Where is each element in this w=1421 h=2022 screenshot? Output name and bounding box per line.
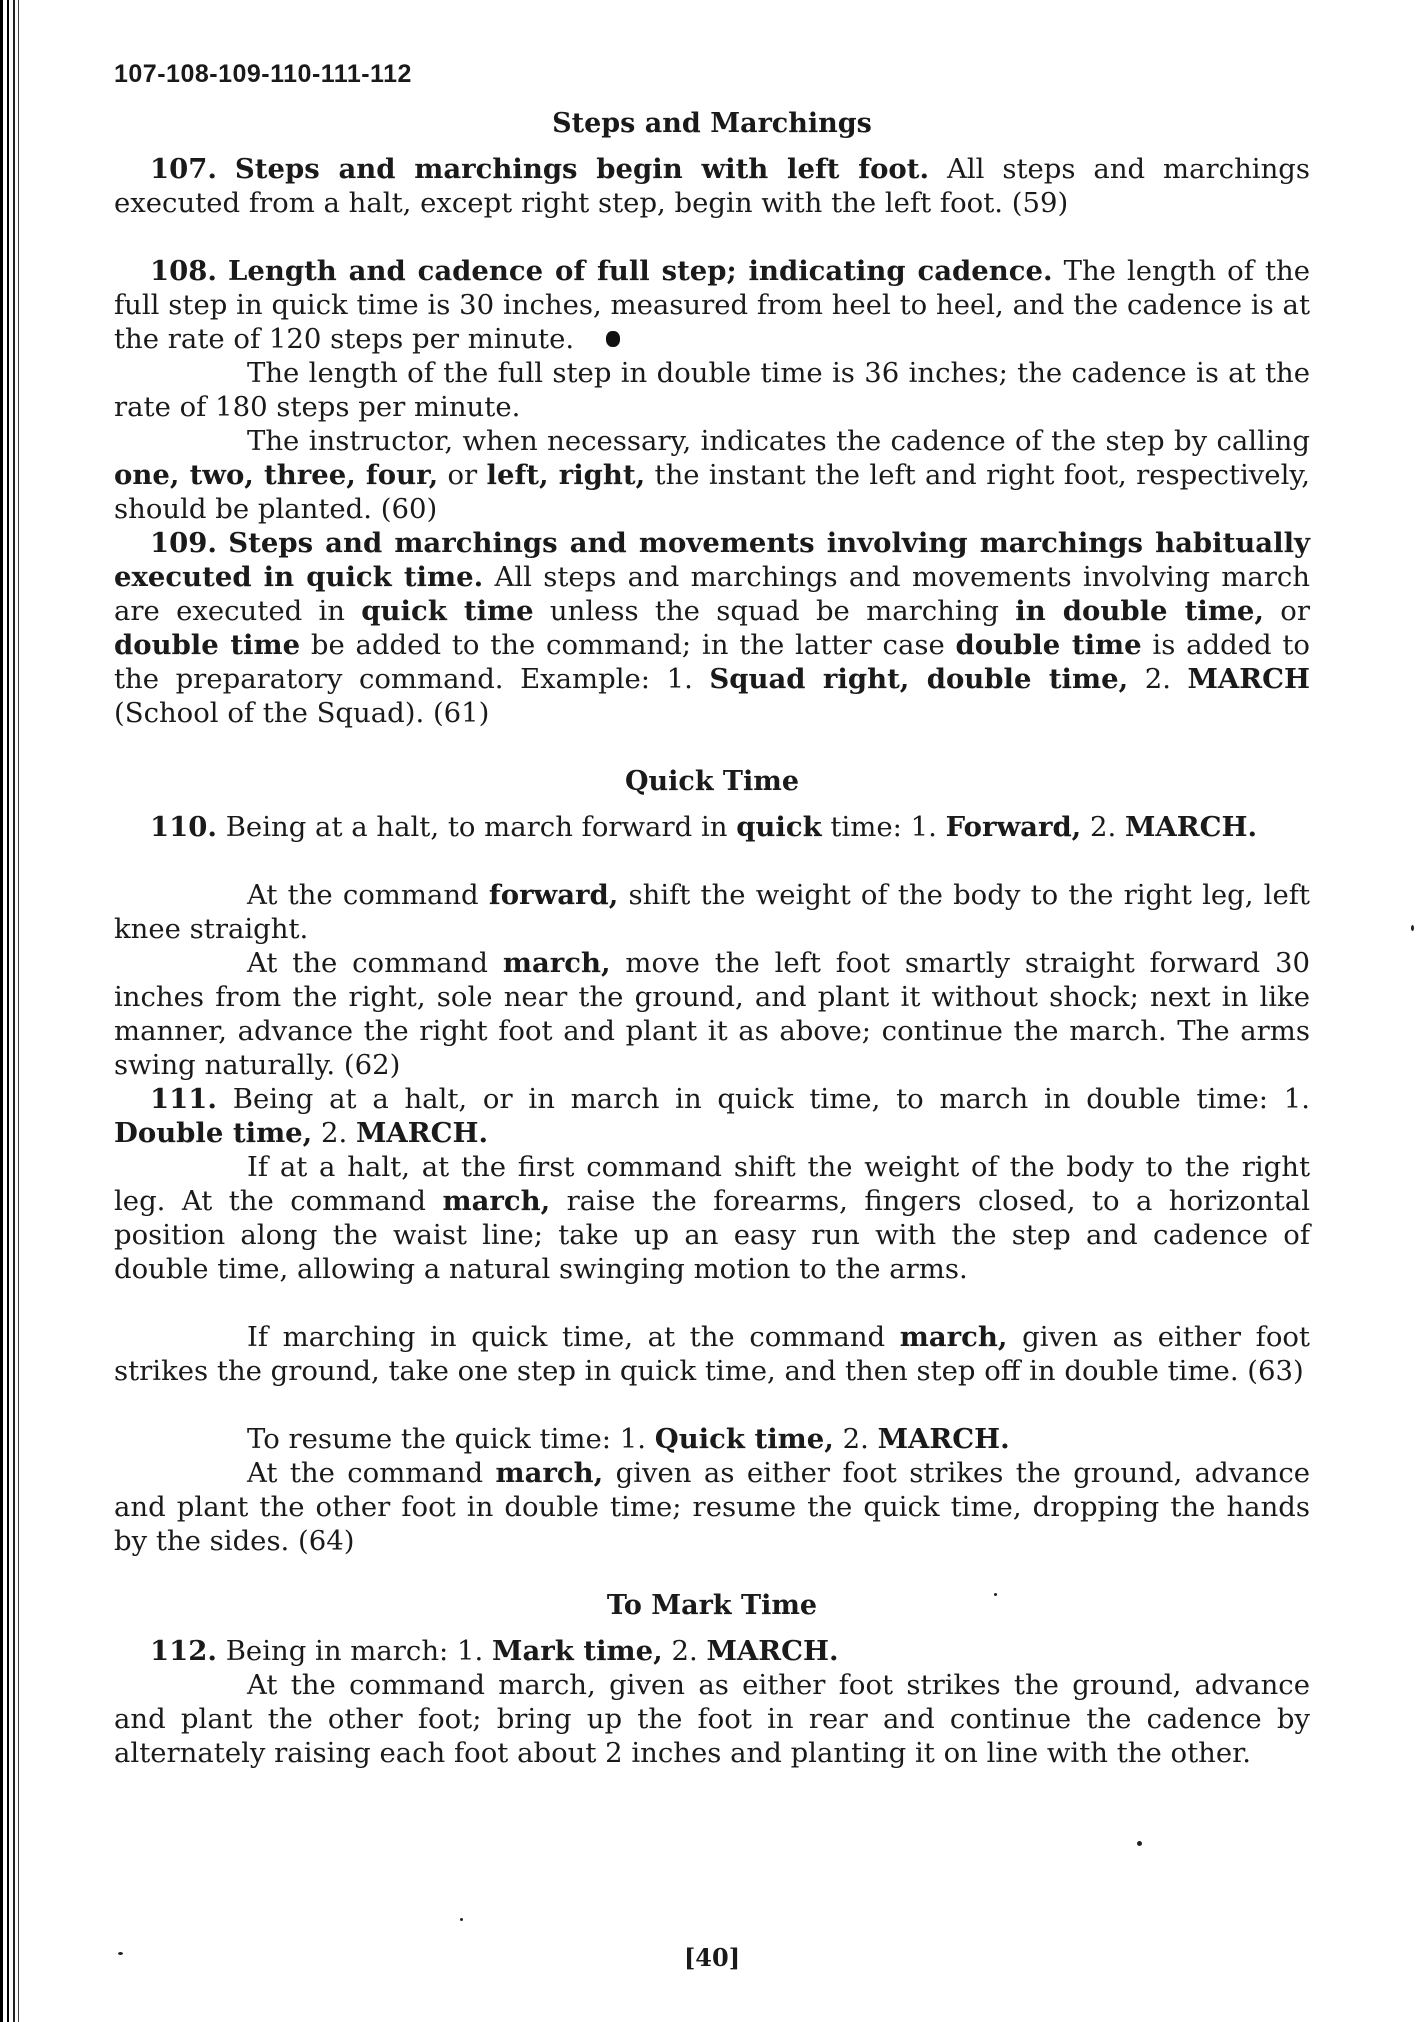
paragraph-110-march: At the command march, move the left foot smartly straight forward 30 inches from the right, sole near the ground, and plant it without shock; next in like manner, advance the right foot and plant it as above; continue the march. The arms swing naturally. (62) — [114, 947, 1311, 1081]
binding-line-thin — [18, 0, 19, 2022]
paragraph-109: 109. Steps and marchings and movements involving marchings habitually executed in quick time. All steps and marchings and movements involving march are executed in quick time unless the squad be marching in double time, or double time be added to the command; in the latter case double time is added to the preparatory command. Example: 1. Squad right, double time, 2. MARCH (School of the Squad). (61) — [114, 527, 1310, 729]
paragraph-108 — [114, 254, 1310, 356]
paragraph-title: Steps and marchings and movements involving marchings habitually executed in quick time. — [114, 527, 1310, 593]
binding-line — [13, 0, 15, 2022]
paragraph-title: Steps and marchings begin with left foot. — [234, 153, 930, 185]
paragraph-111-halt: If at a halt, at the first command shift the weight of the body to the right leg. At the command march, raise the forearms, fingers closed, to a horizontal position along the waist line; take up an easy run with the step and cadence of double time, allowing a natural swinging motion to the arms. — [114, 1151, 1310, 1285]
paragraph-body: All steps and marchings executed from a halt, except right step, begin with the left foot. (59) — [114, 153, 1311, 219]
paragraph-number: 111. — [150, 1083, 217, 1115]
page-number: [40] — [683, 1943, 741, 1972]
paragraph-number: 112. — [150, 1635, 217, 1667]
paragraph-110: 110. Being at a halt, to march forward in quick time: 1. Forward, 2. MARCH. — [150, 811, 1258, 843]
paragraph-number: 110. — [150, 811, 217, 843]
paragraph-108-double-time: The length of the full step in double time is 36 inches; the cadence is at the rate of 180 steps per minute. — [114, 357, 1310, 423]
paragraph-110-forward: At the command forward, shift the weight of the body to the right leg, left knee straight. — [114, 879, 1310, 945]
paragraph-title: Length and cadence of full step; indicating cadence. — [228, 255, 1053, 287]
paragraph-111-hands: At the command march, given as either foot strikes the ground, advance and plant the other foot in double time; resume the quick time, dropping the hands by the sides. (64) — [114, 1457, 1310, 1557]
heading-quick-time: Quick Time — [624, 766, 800, 797]
paragraph-107 — [114, 152, 1310, 220]
ink-blot — [606, 331, 620, 347]
speck — [1411, 925, 1414, 931]
binding-edge — [0, 0, 9, 2022]
paragraph-body: The length of the full step in quick time is 30 inches, measured from heel to heel, and the cadence is at the rate of 120 steps per minute. — [114, 255, 1310, 355]
paragraph-111-marching: If marching in quick time, at the command march, given as either foot strikes the ground, take one step in quick time, and then step off in double time. (63) — [114, 1321, 1310, 1387]
speck — [1137, 1841, 1142, 1846]
paragraph-112: 112. Being in march: 1. Mark time, 2. MARCH. — [150, 1635, 839, 1667]
heading-steps-and-marchings: Steps and Marchings — [552, 108, 872, 139]
speck — [460, 1918, 463, 1921]
paragraph-111-resume: To resume the quick time: 1. Quick time, 2. MARCH. — [247, 1423, 1010, 1455]
paragraph-108-instructor: The instructor, when necessary, indicates the cadence of the step by calling one, two, three, four, or left, right, the instant the left and right foot, respectively, should be planted. (60) — [114, 425, 1311, 525]
paragraph-111: 111. Being at a halt, or in march in quick time, to march in double time: 1. Double time, 2. MARCH. — [114, 1083, 1310, 1149]
paragraph-number: 108. — [150, 255, 217, 287]
speck — [994, 1593, 997, 1596]
paragraph-number: 107. — [150, 153, 217, 185]
speck — [118, 1952, 123, 1955]
section-range-header: 107-108-109-110-111-112 — [114, 60, 412, 88]
heading-to-mark-time: To Mark Time — [606, 1590, 818, 1621]
paragraph-112-march: At the command march, given as either foot strikes the ground, advance and plant the other foot; bring up the foot in rear and continue the cadence by alternately raising each foot about 2 inches and planting it on line with the other. — [114, 1669, 1310, 1769]
paragraph-number: 109. — [150, 527, 217, 559]
